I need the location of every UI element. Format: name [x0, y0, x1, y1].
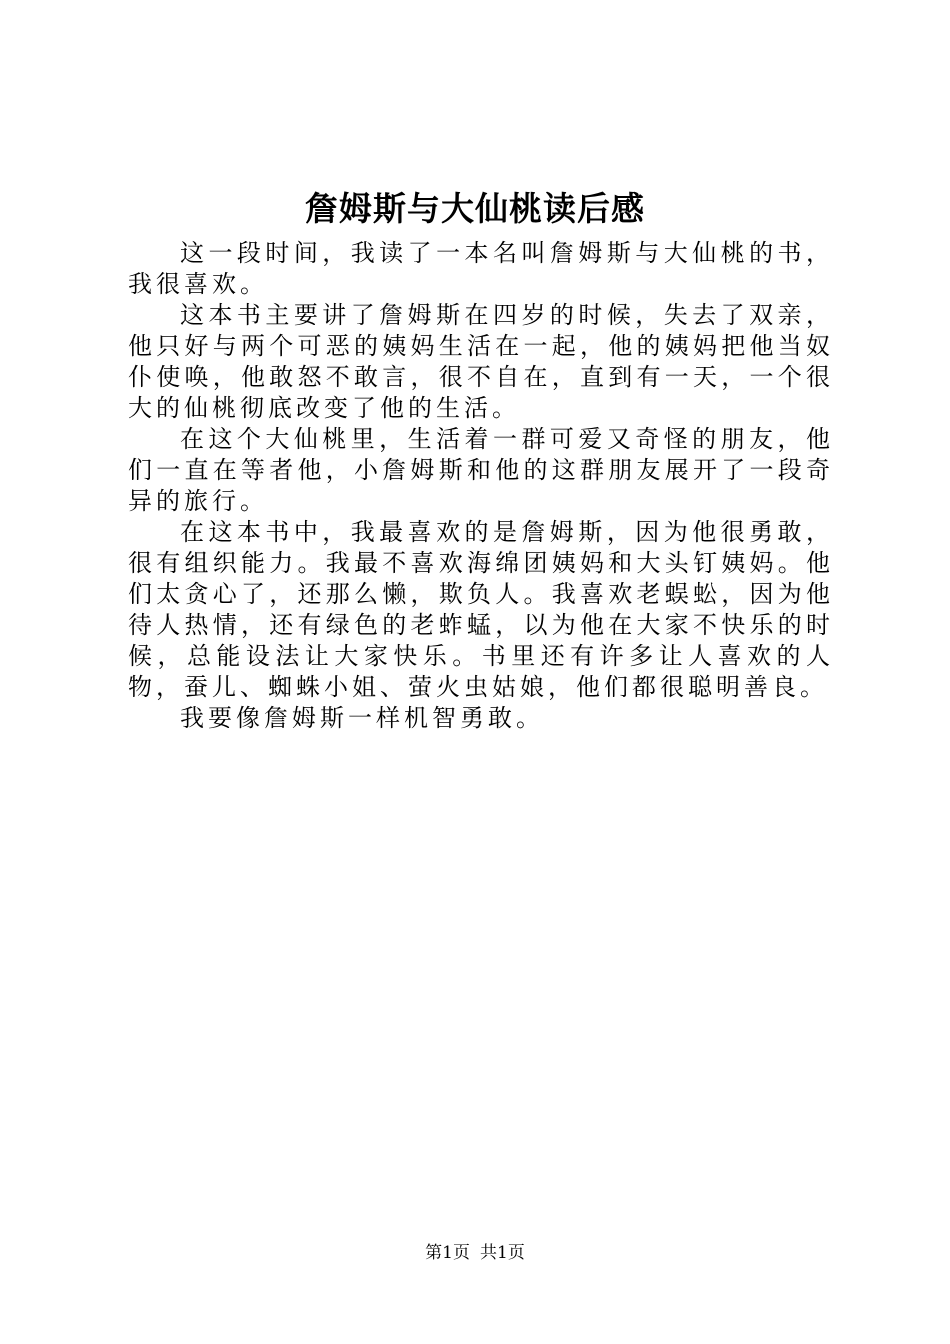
document-title: 詹姆斯与大仙桃读后感 [305, 189, 645, 228]
paragraph-5: 我要像詹姆斯一样机智勇敢。 [180, 704, 544, 732]
paragraph-1: 这一段时间，我读了一本名叫詹姆斯与大仙桃的书，我很喜欢。 [128, 239, 834, 298]
page-number-current: 第1页 [425, 1243, 470, 1263]
document-body [128, 238, 834, 734]
page-number-total: 共1页 [480, 1243, 525, 1263]
paragraph-4: 在这本书中，我最喜欢的是詹姆斯，因为他很勇敢，很有组织能力。我最不喜欢海绵团姨妈和大头钉姨妈。他们太贪心了，还那么懒，欺负人。我喜欢老蜈蚣，因为他待人热情，还有绿色的老蚱蜢，以为他在大家不快乐的时候，总能设法让大家快乐。书里还有许多让人喜欢的人物，蚕儿、蜘蛛小姐、萤火虫姑娘，他们都很聪明善良。 [128, 518, 834, 701]
paragraph-3: 在这个大仙桃里，生活着一群可爱又奇怪的朋友，他们一直在等者他，小詹姆斯和他的这群朋友展开了一段奇异的旅行。 [128, 425, 834, 515]
page-footer [0, 1241, 950, 1265]
paragraph-2: 这本书主要讲了詹姆斯在四岁的时候，失去了双亲，他只好与两个可恶的姨妈生活在一起，他的姨妈把他当奴仆使唤，他敢怒不敢言，很不自在，直到有一天，一个很大的仙桃彻底改变了他的生活。 [128, 301, 834, 422]
